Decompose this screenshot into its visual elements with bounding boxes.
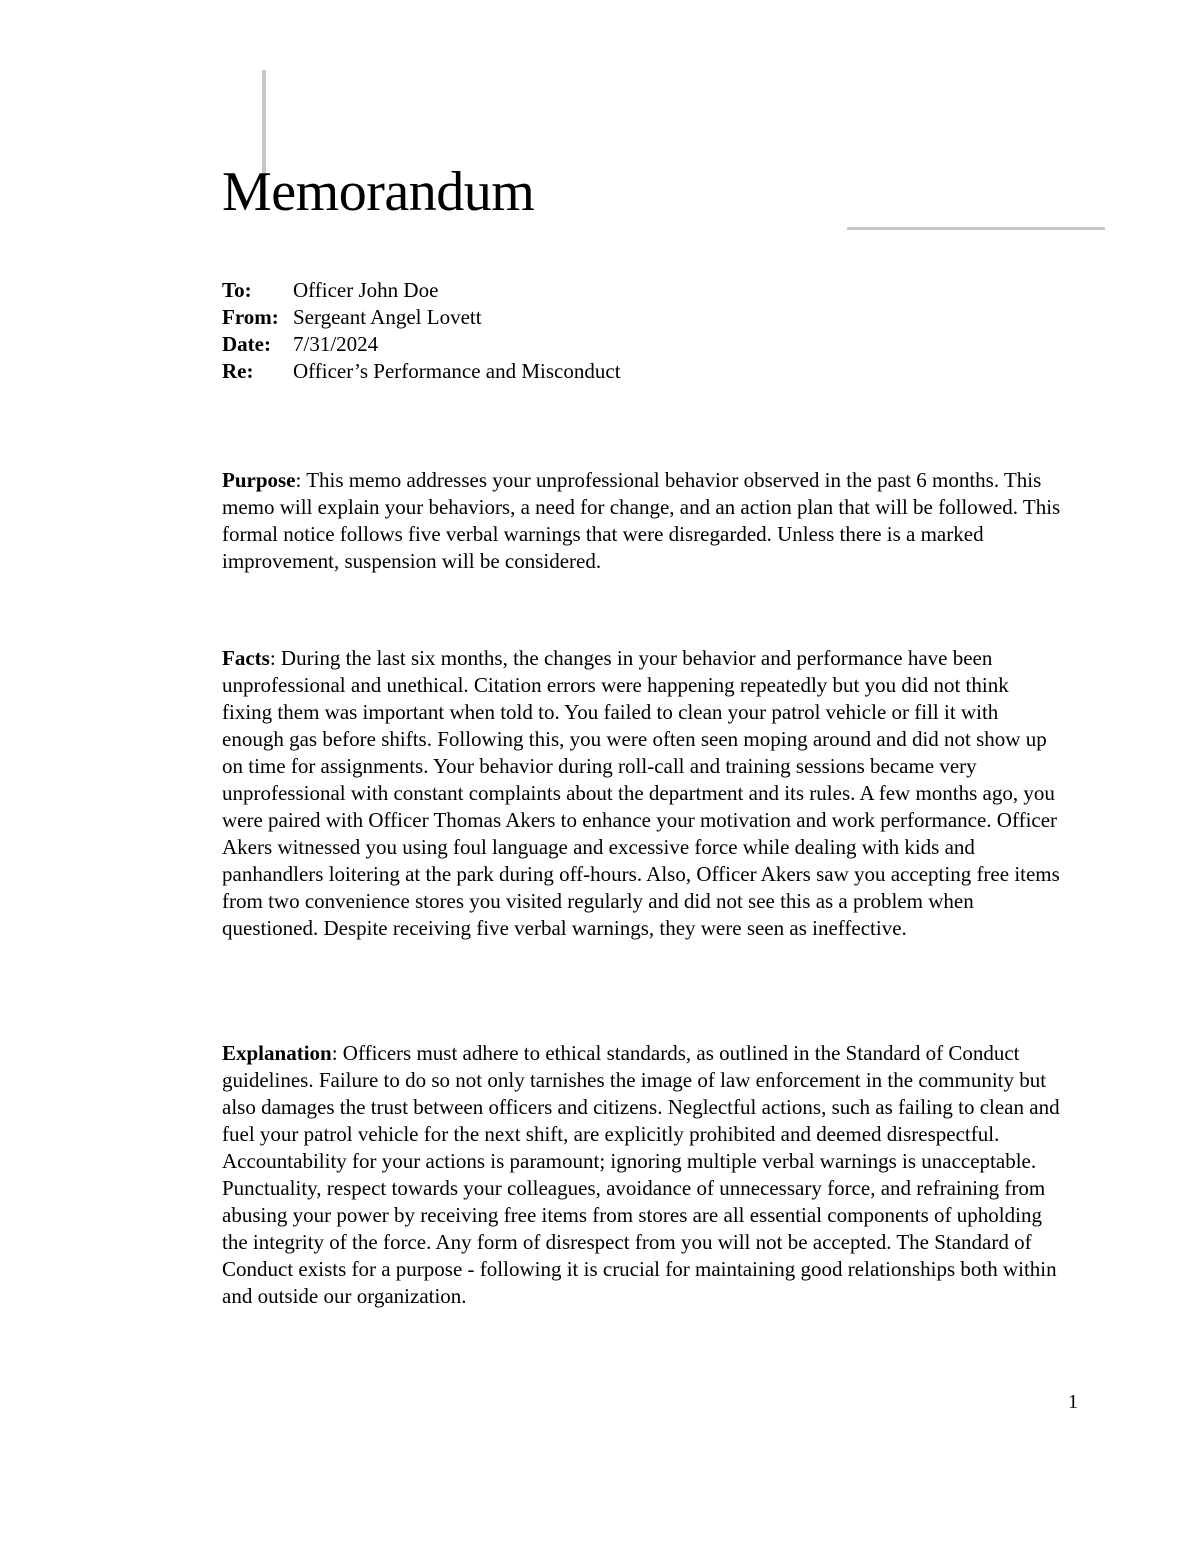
explanation-label: Explanation: [222, 1041, 332, 1065]
page-number: 1: [1068, 1391, 1078, 1413]
memo-title: Memorandum: [222, 161, 535, 223]
explanation-paragraph: [222, 1040, 1062, 1310]
header-date-label: Date:: [222, 332, 271, 356]
facts-label: Facts: [222, 646, 270, 670]
header-row-to: [222, 277, 621, 304]
header-row-date: [222, 331, 621, 358]
header-to-value: Officer John Doe: [293, 278, 439, 302]
header-row-re: [222, 358, 621, 385]
facts-paragraph: [222, 645, 1062, 942]
header-to-label: To:: [222, 278, 252, 302]
purpose-text: : This memo addresses your unprofessional behavior observed in the past 6 months. This memo will explain your behaviors, a need for change, and an action plan that will be followed. This formal notice follows five verbal warnings that were disregarded. Unless there is a marked improvement, suspension will be considered.: [222, 468, 1061, 573]
explanation-text: : Officers must adhere to ethical standards, as outlined in the Standard of Conduct guidelines. Failure to do so not only tarnishes the image of law enforcement in the community but also damages the trust between officers and citizens. Neglectful actions, such as failing to clean and fuel your patrol vehicle for the next shift, are explicitly prohibited and deemed disrespectful. Accountability for your actions is paramount; ignoring multiple verbal warnings is unacceptable. Punctuality, respect towards your colleagues, avoidance of unnecessary force, and refraining from abusing your power by receiving free items from stores are all essential components of upholding the integrity of the force. Any form of disrespect from you will not be accepted. The Standard of Conduct exists for a purpose - following it is crucial for maintaining good relationships both within and outside our organization.: [222, 1041, 1060, 1308]
facts-text: : During the last six months, the changes in your behavior and performance have been unprofessional and unethical. Citation errors were happening repeatedly but you did not think fixing them was important when told to. You failed to clean your patrol vehicle or fill it with enough gas before shifts. Following this, you were often seen moping around and did not show up on time for assignments. Your behavior during roll-call and training sessions became very unprofessional with constant complaints about the department and its rules. A few months ago, you were paired with Officer Thomas Akers to enhance your motivation and work performance. Officer Akers witnessed you using foul language and excessive force while dealing with kids and panhandlers loitering at the park during off-hours. Also, Officer Akers saw you accepting free items from two convenience stores you visited regularly and did not see this as a problem when questioned. Despite receiving five verbal warnings, they were seen as ineffective.: [222, 646, 1060, 940]
header-re-label: Re:: [222, 359, 254, 383]
purpose-label: Purpose: [222, 468, 296, 492]
decorative-horizontal-rule: [847, 227, 1105, 230]
purpose-paragraph: [222, 467, 1062, 575]
header-from-label: From:: [222, 305, 279, 329]
header-from-value: Sergeant Angel Lovett: [293, 305, 482, 329]
memo-header: [222, 277, 621, 385]
header-re-value: Officer’s Performance and Misconduct: [293, 359, 621, 383]
header-row-from: [222, 304, 621, 331]
header-date-value: 7/31/2024: [293, 332, 379, 356]
